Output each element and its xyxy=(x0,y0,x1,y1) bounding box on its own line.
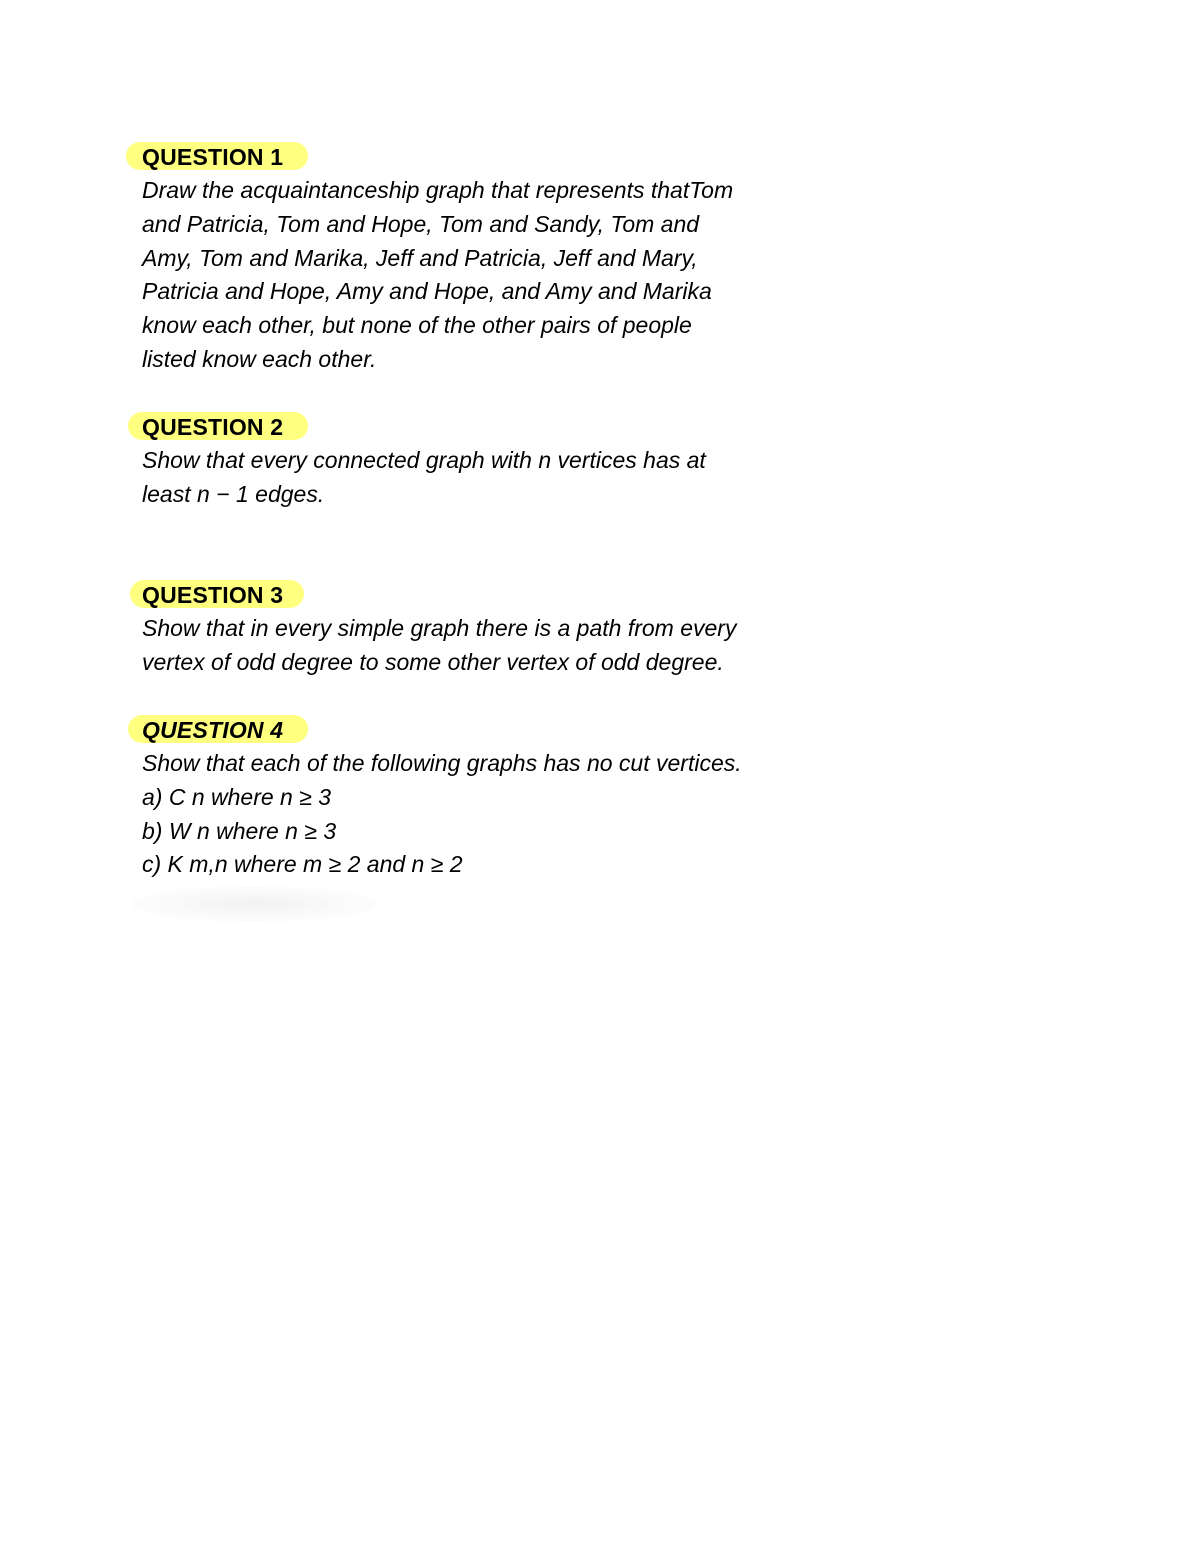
question-1-line: know each other, but none of the other pairs of people xyxy=(142,312,692,339)
question-3-text xyxy=(142,612,842,680)
question-4-line: b) W n where n ≥ 3 xyxy=(142,817,337,844)
question-3-label: QUESTION 3 xyxy=(142,582,284,608)
question-1-line: Draw the acquaintanceship graph that represents thatTom xyxy=(142,177,734,203)
question-4-heading xyxy=(142,713,842,747)
question-1-text xyxy=(142,174,842,377)
question-1 xyxy=(142,140,842,377)
question-1-line: and Patricia, Tom and Hope, Tom and Sandy, Tom and xyxy=(142,210,700,237)
question-2-line: least n − 1 edges. xyxy=(142,480,325,507)
question-2-line: Show that every connected graph with n vertices has at xyxy=(142,447,706,473)
faint-smudge-mark xyxy=(132,886,376,922)
question-3-line: Show that in every simple graph there is a path from every xyxy=(142,615,737,641)
question-3-line: vertex of odd degree to some other vertex of odd degree. xyxy=(142,648,724,675)
question-4-line: a) C n where n ≥ 3 xyxy=(142,783,332,810)
question-2-text xyxy=(142,444,842,512)
question-2-heading xyxy=(142,410,842,444)
question-4-line: Show that each of the following graphs has no cut vertices. xyxy=(142,750,742,776)
question-4-label: QUESTION 4 xyxy=(142,717,284,743)
question-2 xyxy=(142,410,842,512)
question-3-heading xyxy=(142,578,842,612)
question-1-line: Patricia and Hope, Amy and Hope, and Amy and Marika xyxy=(142,278,712,305)
question-3 xyxy=(142,578,842,680)
question-1-heading xyxy=(142,140,842,174)
question-4-text xyxy=(142,747,842,882)
question-4-line: c) K m,n where m ≥ 2 and n ≥ 2 xyxy=(142,851,463,878)
question-1-line: Amy, Tom and Marika, Jeff and Patricia, Jeff and Mary, xyxy=(142,244,698,271)
question-4 xyxy=(142,713,842,882)
question-1-label: QUESTION 1 xyxy=(142,144,284,170)
question-1-line: listed know each other. xyxy=(142,345,377,372)
question-2-label: QUESTION 2 xyxy=(142,414,284,440)
